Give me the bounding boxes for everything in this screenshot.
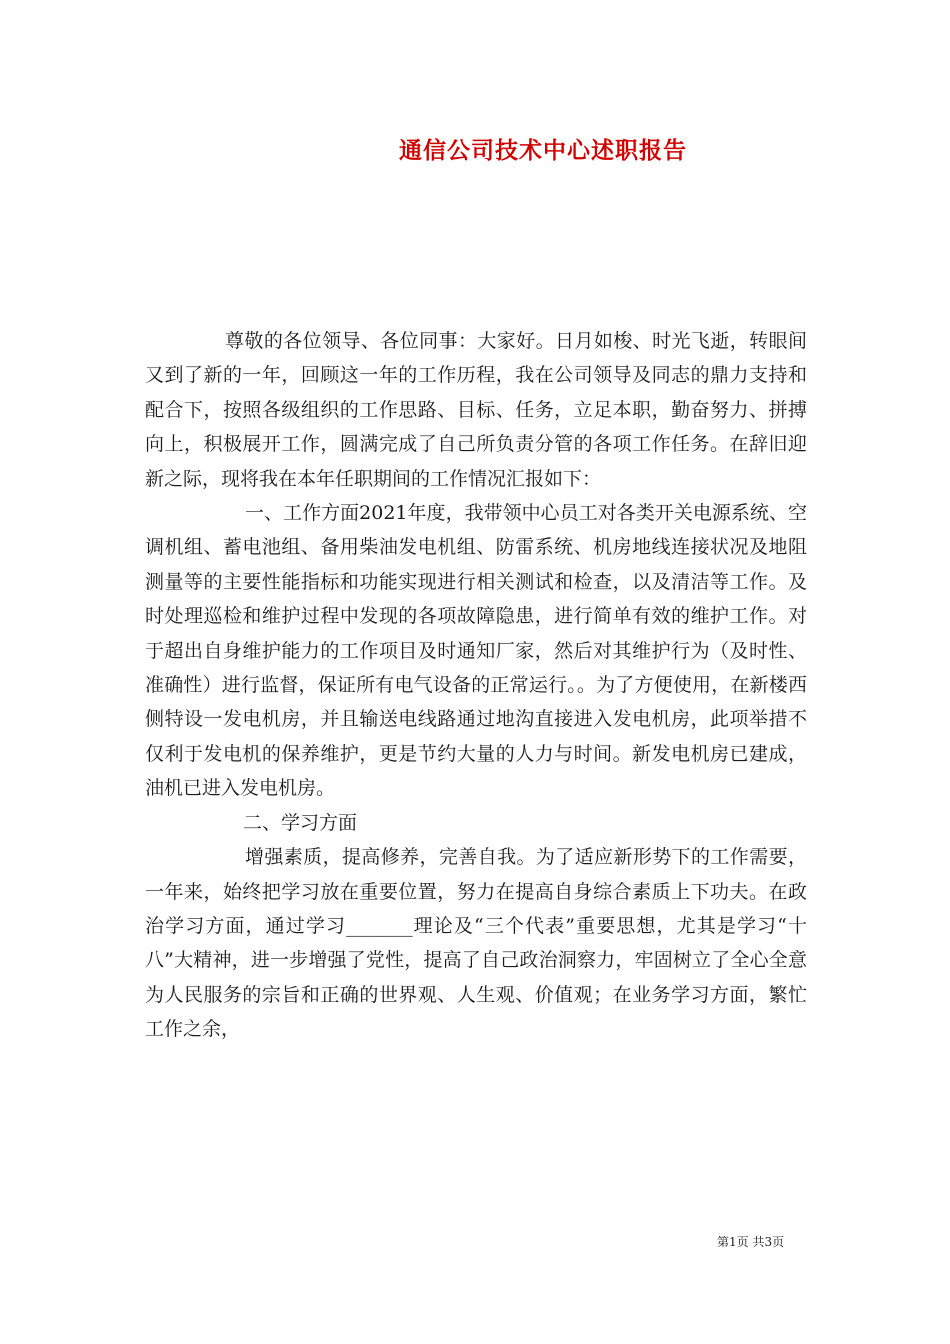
paragraph-work: 一、工作方面2021年度，我带领中心员工对各类开关电源系统、空调机组、蓄电池组、备用柴油发电机组、防雷系统、机房地线连接状况及地阻测量等的主要性能指标和功能实现进行相关测试和检查，以及清洁等工作。及时处理巡检和维护过程中发现的各项故障隐患，进行简单有效的维护工作。对于超出自身维护能力的工作项目及时通知厂家，然后对其维护行为（及时性、准确性）进行监督，保证所有电气设备的正常运行。。为了方便使用，在新楼西侧特设一发电机房，并且输送电线路通过地沟直接进入发电机房，此项举措不仅利于发电机的保养维护，更是节约大量的人力与时间。新发电机房已建成，油机已进入发电机房。: [145, 502, 807, 800]
document-body: [145, 324, 807, 1047]
page-number-footer: 第1页 共3页: [717, 1235, 785, 1249]
document-title: 通信公司技术中心述职报告: [399, 137, 687, 164]
section-heading-study: 二、学习方面: [243, 811, 358, 834]
paragraph-greeting: 尊敬的各位领导、各位同事：大家好。日月如梭、时光飞逝，转眼间又到了新的一年，回顾这一年的工作历程，我在公司领导及同志的鼎力支持和配合下，按照各级组织的工作思路、目标、任务，立足本职，勤奋努力、拼搏向上，积极展开工作，圆满完成了自己所负责分管的各项工作任务。在辞旧迎新之际，现将我在本年任职期间的工作情况汇报如下：: [145, 330, 807, 490]
paragraph-study: 增强素质，提高修养，完善自我。为了适应新形势下的工作需要，一年来，始终把学习放在重要位置，努力在提高自身综合素质上下功夫。在政治学习方面，通过学习_______理论及“三个代表”重要思想，尤其是学习“十八”大精神，进一步增强了党性，提高了自己政治洞察力，牢固树立了全心全意为人民服务的宗旨和正确的世界观、人生观、价值观；在业务学习方面，繁忙工作之余，: [145, 846, 807, 1041]
